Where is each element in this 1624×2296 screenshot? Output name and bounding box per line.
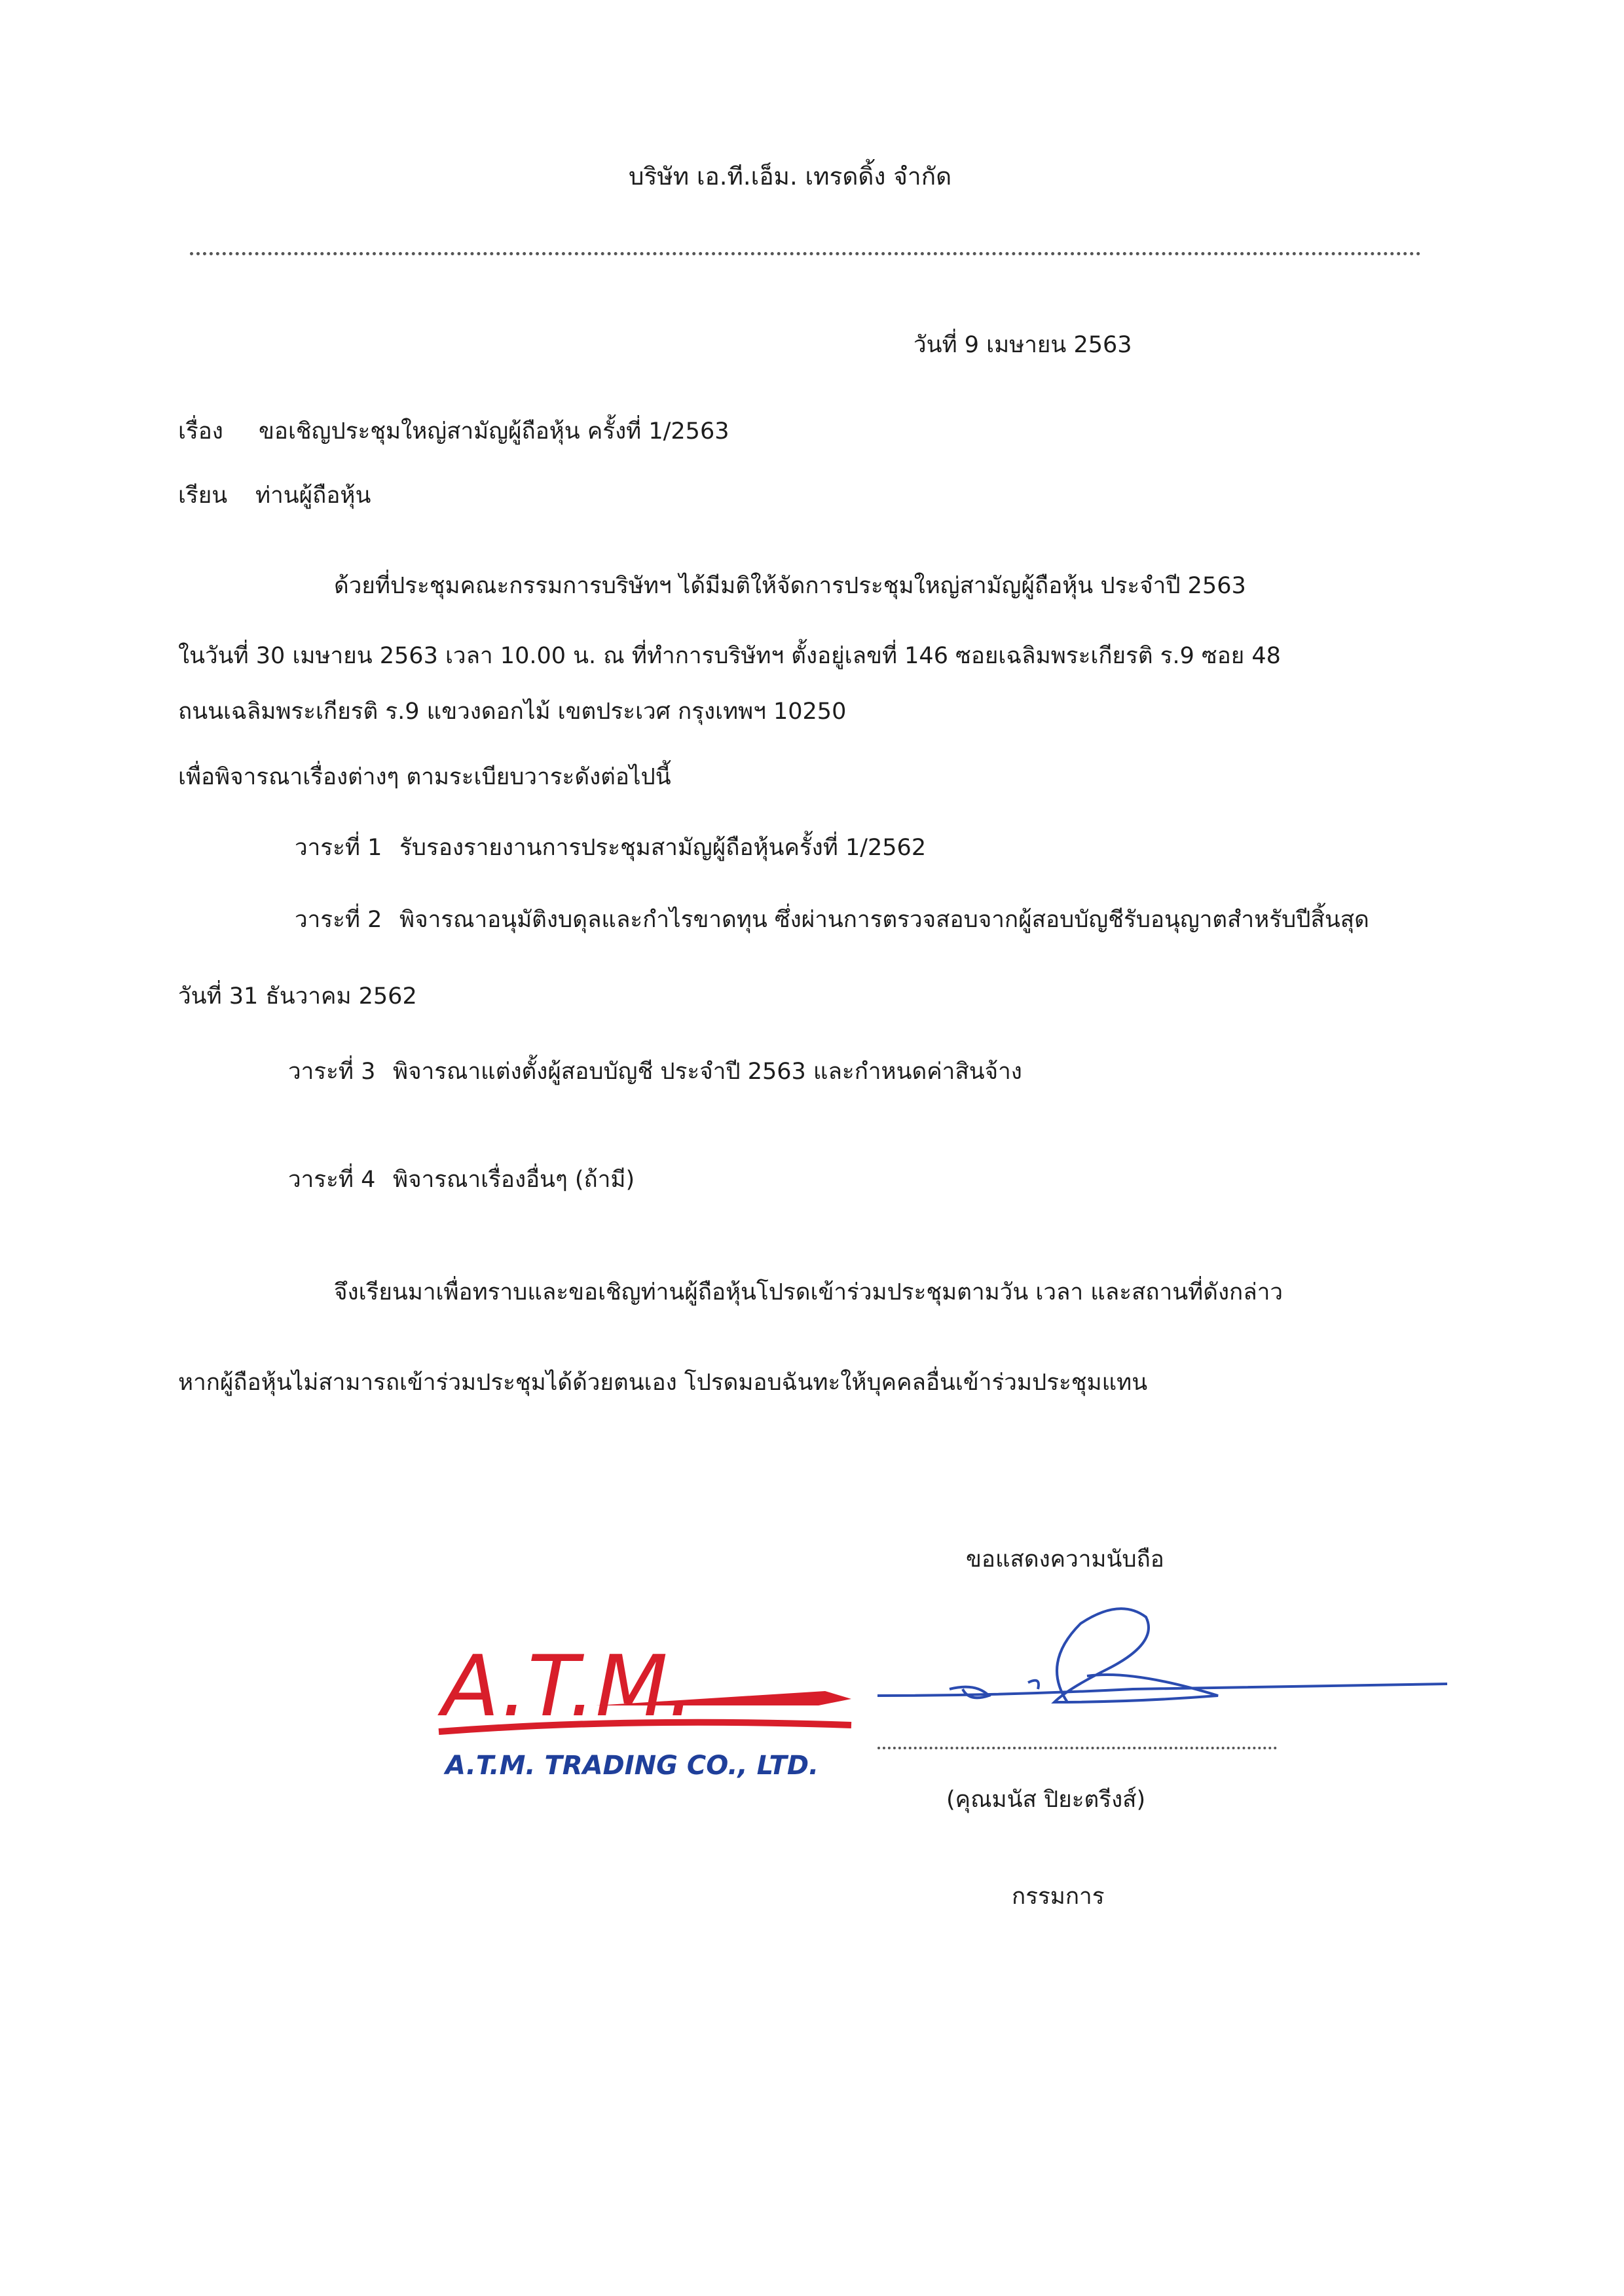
salutation: ขอแสดงความนับถือ: [966, 1546, 1164, 1573]
body-line-4: เพื่อพิจารณาเรื่องต่างๆ ตามระเบียบวาระดังต่อไปนี้: [178, 764, 671, 790]
agenda-2-label: วาระที่ 2: [295, 907, 382, 933]
date-line: วันที่ 9 เมษายน 2563: [913, 332, 1132, 358]
body-line-3: ถนนเฉลิมพระเกียรติ ร.9 แขวงดอกไม้ เขตประเวศ กรุงเทพฯ 10250: [178, 699, 847, 725]
signatory-position: กรรมการ: [1012, 1884, 1105, 1910]
closing-line-2: หากผู้ถือหุ้นไม่สามารถเข้าร่วมประชุมได้ด้วยตนเอง โปรดมอบฉันทะให้บุคคลอื่นเข้าร่วมประชุมแทน: [178, 1370, 1148, 1396]
header-divider: [190, 252, 1421, 255]
company-stamp: [432, 1607, 864, 1804]
stamp-company-text: A.T.M. TRADING CO., LTD.: [445, 1751, 819, 1781]
recipient-label: เรียน: [178, 483, 228, 509]
body-line-1: ด้วยที่ประชุมคณะกรรมการบริษัทฯ ได้มีมติให้จัดการประชุมใหญ่สามัญผู้ถือหุ้น ประจำปี 2563: [334, 573, 1246, 599]
agenda-4-text: พิจารณาเรื่องอื่นๆ (ถ้ามี): [393, 1167, 635, 1193]
signatory-name: (คุณมนัส ปิยะตรีงส์): [946, 1787, 1146, 1813]
agenda-3-text: พิจารณาแต่งตั้งผู้สอบบัญชี ประจำปี 2563 และกำหนดค่าสินจ้าง: [393, 1059, 1022, 1085]
agenda-3-label: วาระที่ 3: [288, 1059, 376, 1085]
body-line-2: ในวันที่ 30 เมษายน 2563 เวลา 10.00 น. ณ ที่ทำการบริษัทฯ ตั้งอยู่เลขที่ 146 ซอยเฉลิมพระเกียรติ ร.9 ซอย 48: [178, 643, 1281, 669]
company-name: บริษัท เอ.ที.เอ็ม. เทรดดิ้ง จำกัด: [629, 162, 952, 191]
logo-atm-text: A.T.M.: [442, 1638, 695, 1736]
subject-text: ขอเชิญประชุมใหญ่สามัญผู้ถือหุ้น ครั้งที่ 1/2563: [259, 418, 729, 445]
subject-label: เรื่อง: [178, 418, 223, 445]
agenda-2-text: พิจารณาอนุมัติงบดุลและกำไรขาดทุน ซึ่งผ่านการตรวจสอบจากผู้สอบบัญชีรับอนุญาตสำหรับปีสิ้นสุด: [399, 907, 1369, 933]
handwritten-signature: [871, 1597, 1460, 1728]
recipient-text: ท่านผู้ถือหุ้น: [255, 483, 371, 509]
agenda-2-continuation: วันที่ 31 ธันวาคม 2562: [178, 983, 417, 1010]
agenda-1-text: รับรองรายงานการประชุมสามัญผู้ถือหุ้นครั้งที่ 1/2562: [399, 835, 927, 861]
agenda-1-label: วาระที่ 1: [295, 835, 382, 861]
signature-line: [877, 1747, 1277, 1749]
agenda-4-label: วาระที่ 4: [288, 1167, 376, 1193]
closing-line-1: จึงเรียนมาเพื่อทราบและขอเชิญท่านผู้ถือหุ้นโปรดเข้าร่วมประชุมตามวัน เวลา และสถานที่ดังกล่าว: [334, 1279, 1283, 1305]
